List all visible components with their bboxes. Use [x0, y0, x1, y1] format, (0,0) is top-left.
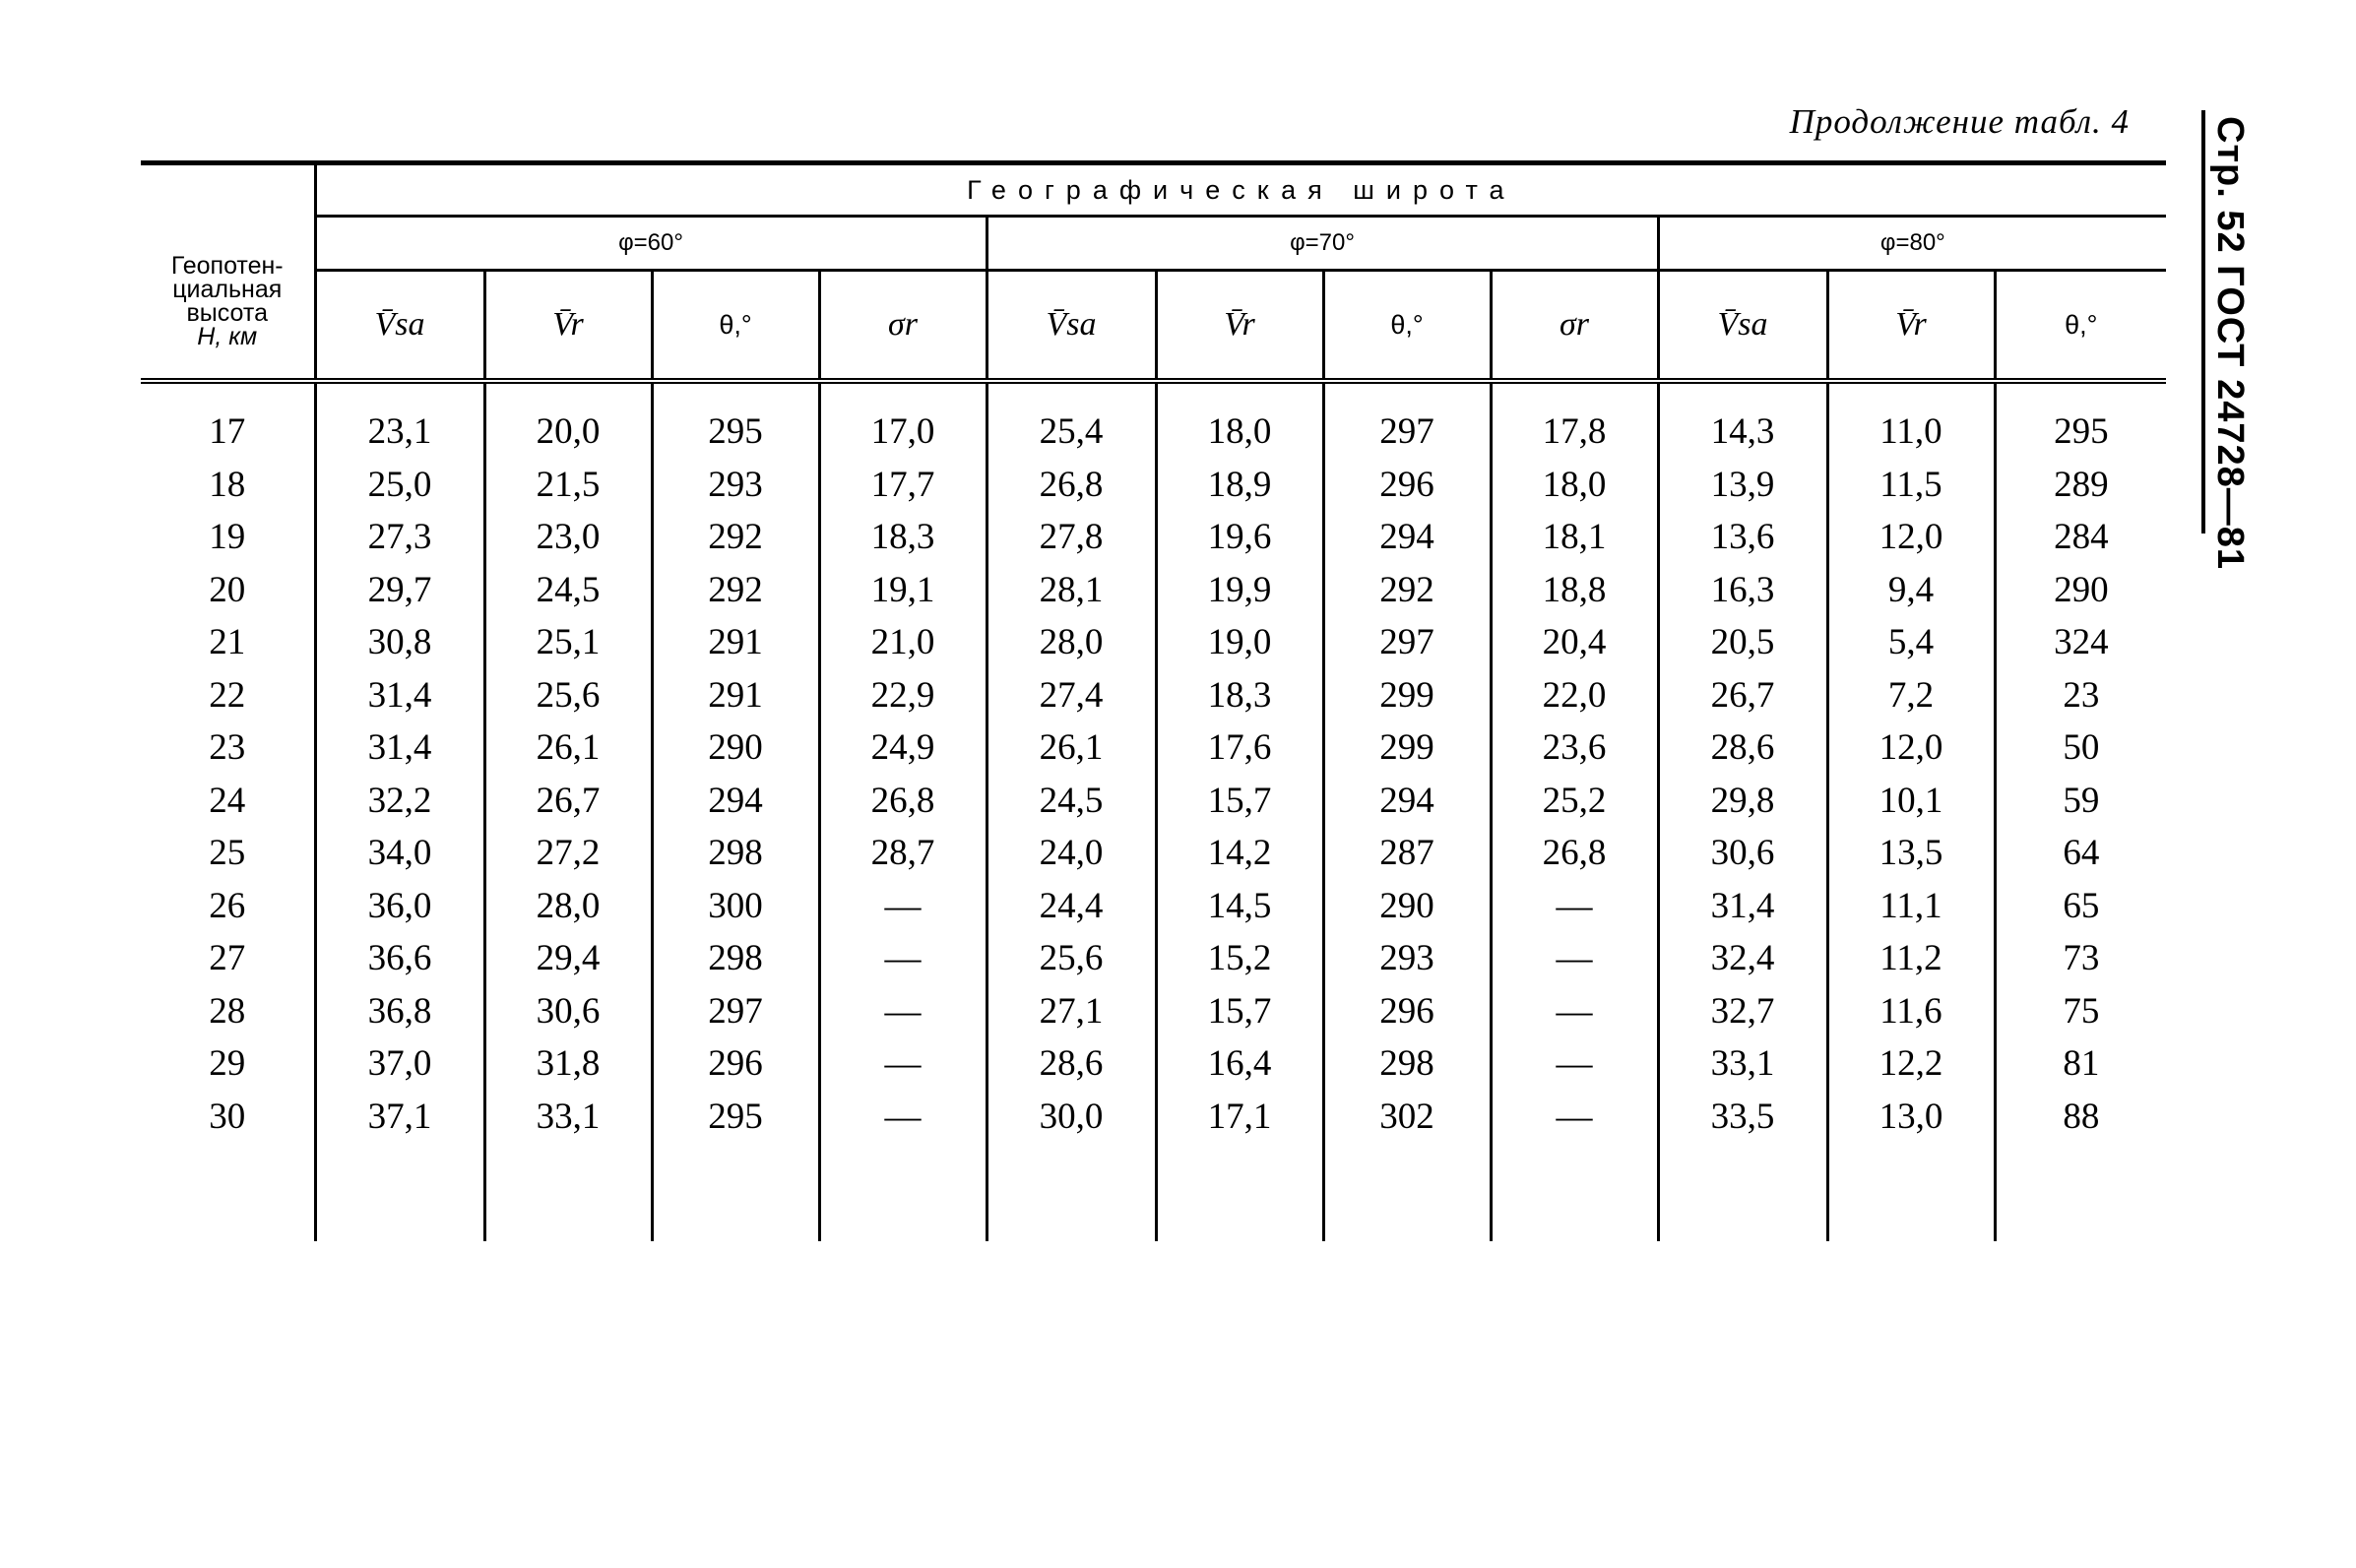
value-cell: 26,8 [819, 775, 987, 828]
height-cell: 26 [209, 885, 246, 926]
value-cell: 22,0 [1491, 669, 1658, 722]
value-cell: 5,4 [1827, 616, 1995, 669]
value-cell: 9,4 [1827, 564, 1995, 617]
column-header: θ,° [1323, 271, 1491, 382]
value-cell: 18,0 [1491, 459, 1658, 512]
value-cell: 73 [1995, 932, 2166, 985]
blank-cell [1491, 1143, 1658, 1241]
value-cell: 290 [1323, 880, 1491, 933]
value-cell: 7,2 [1827, 669, 1995, 722]
data-table [141, 160, 2166, 1241]
height-header-line: циальная [172, 276, 283, 303]
value-cell: 324 [1995, 616, 2166, 669]
value-cell: 24,5 [484, 564, 652, 617]
value-cell: 11,1 [1827, 880, 1995, 933]
value-cell: 27,8 [987, 511, 1156, 564]
value-cell: 299 [1323, 721, 1491, 775]
value-cell: 17,6 [1156, 721, 1323, 775]
value-cell: 37,1 [315, 1091, 484, 1144]
value-cell: 26,8 [987, 459, 1156, 512]
table-row [141, 932, 2166, 985]
table-row [141, 985, 2166, 1038]
table-blank-row [141, 1143, 2166, 1241]
value-cell: 18,3 [1156, 669, 1323, 722]
value-cell: 26,7 [484, 775, 652, 828]
value-cell: 25,1 [484, 616, 652, 669]
value-cell: 299 [1323, 669, 1491, 722]
value-cell: 25,4 [987, 381, 1156, 459]
value-cell: 23 [1995, 669, 2166, 722]
value-cell: 30,6 [1658, 827, 1827, 880]
value-cell: 296 [1323, 459, 1491, 512]
value-cell: 14,3 [1658, 381, 1827, 459]
value-cell: 26,7 [1658, 669, 1827, 722]
value-cell: 18,1 [1491, 511, 1658, 564]
value-cell: 30,6 [484, 985, 652, 1038]
column-header: σr [819, 271, 987, 382]
value-cell: 32,4 [1658, 932, 1827, 985]
value-cell: 31,4 [1658, 880, 1827, 933]
side-rule [2201, 110, 2205, 533]
value-cell: 16,3 [1658, 564, 1827, 617]
value-cell: 294 [1323, 511, 1491, 564]
value-cell: 296 [1323, 985, 1491, 1038]
value-cell: 11,5 [1827, 459, 1995, 512]
value-cell: 31,4 [315, 721, 484, 775]
latitude-80-header: φ=80° [1658, 217, 2166, 271]
value-cell: 23,6 [1491, 721, 1658, 775]
value-cell: 26,8 [1491, 827, 1658, 880]
value-cell: 292 [652, 564, 819, 617]
column-header: V̄r [1827, 271, 1995, 382]
value-cell: 24,5 [987, 775, 1156, 828]
value-cell: 28,0 [987, 616, 1156, 669]
blank-cell [1156, 1143, 1323, 1241]
value-cell: — [819, 932, 987, 985]
value-cell: 12,0 [1827, 721, 1995, 775]
value-cell: 295 [1995, 381, 2166, 459]
height-cell: 28 [209, 990, 246, 1032]
value-cell: 75 [1995, 985, 2166, 1038]
value-cell: 16,4 [1156, 1037, 1323, 1091]
value-cell: 12,0 [1827, 511, 1995, 564]
value-cell: 50 [1995, 721, 2166, 775]
latitude-70-header: φ=70° [987, 217, 1658, 271]
value-cell: 297 [1323, 381, 1491, 459]
value-cell: 25,6 [987, 932, 1156, 985]
value-cell: 33,1 [1658, 1037, 1827, 1091]
value-cell: 28,1 [987, 564, 1156, 617]
value-cell: — [1491, 880, 1658, 933]
value-cell: 292 [1323, 564, 1491, 617]
blank-cell [1658, 1143, 1827, 1241]
value-cell: 297 [652, 985, 819, 1038]
value-cell: 21,0 [819, 616, 987, 669]
value-cell: 36,6 [315, 932, 484, 985]
value-cell: 13,6 [1658, 511, 1827, 564]
value-cell: — [819, 1091, 987, 1144]
value-cell: 15,7 [1156, 985, 1323, 1038]
value-cell: 19,1 [819, 564, 987, 617]
value-cell: 20,0 [484, 381, 652, 459]
blank-cell [141, 1143, 315, 1241]
value-cell: 28,6 [987, 1037, 1156, 1091]
value-cell: 20,5 [1658, 616, 1827, 669]
value-cell: 26,1 [484, 721, 652, 775]
height-header-line: H, км [197, 323, 258, 350]
value-cell: 26,1 [987, 721, 1156, 775]
value-cell: 29,8 [1658, 775, 1827, 828]
value-cell: 24,4 [987, 880, 1156, 933]
value-cell: 32,2 [315, 775, 484, 828]
value-cell: — [1491, 932, 1658, 985]
value-cell: 65 [1995, 880, 2166, 933]
value-cell: 13,9 [1658, 459, 1827, 512]
column-header: σr [1491, 271, 1658, 382]
blank-cell [819, 1143, 987, 1241]
value-cell: 18,9 [1156, 459, 1323, 512]
value-cell: — [1491, 985, 1658, 1038]
table-row [141, 827, 2166, 880]
table-row [141, 1091, 2166, 1144]
table-row [141, 459, 2166, 512]
table-row [141, 669, 2166, 722]
value-cell: 293 [1323, 932, 1491, 985]
blank-cell [1827, 1143, 1995, 1241]
value-cell: 19,0 [1156, 616, 1323, 669]
value-cell: 27,1 [987, 985, 1156, 1038]
value-cell: 17,1 [1156, 1091, 1323, 1144]
value-cell: 287 [1323, 827, 1491, 880]
column-header: V̄sa [987, 271, 1156, 382]
value-cell: 302 [1323, 1091, 1491, 1144]
value-cell: 81 [1995, 1037, 2166, 1091]
value-cell: 17,0 [819, 381, 987, 459]
value-cell: — [1491, 1037, 1658, 1091]
value-cell: 34,0 [315, 827, 484, 880]
value-cell: 30,0 [987, 1091, 1156, 1144]
page-standard-label: Стр. 52 ГОСТ 24728—81 [2209, 116, 2251, 571]
value-cell: 284 [1995, 511, 2166, 564]
value-cell: 36,0 [315, 880, 484, 933]
value-cell: 295 [652, 1091, 819, 1144]
blank-cell [1323, 1143, 1491, 1241]
table-body [141, 381, 2166, 1241]
column-header: V̄sa [315, 271, 484, 382]
value-cell: 20,4 [1491, 616, 1658, 669]
value-cell: 27,4 [987, 669, 1156, 722]
value-cell: 23,1 [315, 381, 484, 459]
value-cell: 27,2 [484, 827, 652, 880]
value-cell: 11,2 [1827, 932, 1995, 985]
value-cell: 25,2 [1491, 775, 1658, 828]
blank-cell [484, 1143, 652, 1241]
value-cell: 22,9 [819, 669, 987, 722]
value-cell: 33,5 [1658, 1091, 1827, 1144]
value-cell: 11,0 [1827, 381, 1995, 459]
value-cell: 15,7 [1156, 775, 1323, 828]
height-cell: 18 [209, 464, 246, 505]
value-cell: 18,8 [1491, 564, 1658, 617]
value-cell: 295 [652, 381, 819, 459]
value-cell: 18,0 [1156, 381, 1323, 459]
value-cell: 25,0 [315, 459, 484, 512]
value-cell: 291 [652, 669, 819, 722]
value-cell: 298 [652, 932, 819, 985]
value-cell: 293 [652, 459, 819, 512]
value-cell: 17,8 [1491, 381, 1658, 459]
column-header: θ,° [1995, 271, 2166, 382]
value-cell: — [1491, 1091, 1658, 1144]
height-cell: 27 [209, 938, 246, 979]
value-cell: 13,0 [1827, 1091, 1995, 1144]
column-header: V̄r [484, 271, 652, 382]
blank-cell [652, 1143, 819, 1241]
value-cell: 25,6 [484, 669, 652, 722]
value-cell: 31,4 [315, 669, 484, 722]
blank-cell [1995, 1143, 2166, 1241]
value-cell: — [819, 880, 987, 933]
value-cell: 11,6 [1827, 985, 1995, 1038]
value-cell: 296 [652, 1037, 819, 1091]
value-cell: 30,8 [315, 616, 484, 669]
value-cell: 298 [652, 827, 819, 880]
height-header-line: высота [186, 299, 268, 327]
height-cell: 25 [209, 833, 246, 874]
value-cell: 21,5 [484, 459, 652, 512]
value-cell: 59 [1995, 775, 2166, 828]
value-cell: 27,3 [315, 511, 484, 564]
value-cell: 17,7 [819, 459, 987, 512]
value-cell: 19,6 [1156, 511, 1323, 564]
height-cell: 17 [209, 411, 246, 453]
value-cell: 294 [1323, 775, 1491, 828]
value-cell: 19,9 [1156, 564, 1323, 617]
table-row [141, 880, 2166, 933]
value-cell: 36,8 [315, 985, 484, 1038]
value-cell: 13,5 [1827, 827, 1995, 880]
height-cell: 30 [209, 1096, 246, 1137]
latitude-group-header: Географическая широта [315, 163, 2166, 217]
table-row [141, 381, 2166, 459]
value-cell: 33,1 [484, 1091, 652, 1144]
table-row [141, 616, 2166, 669]
blank-cell [987, 1143, 1156, 1241]
value-cell: 28,0 [484, 880, 652, 933]
value-cell: 291 [652, 616, 819, 669]
value-cell: 294 [652, 775, 819, 828]
table-row [141, 775, 2166, 828]
table-row [141, 1037, 2166, 1091]
value-cell: 292 [652, 511, 819, 564]
value-cell: 37,0 [315, 1037, 484, 1091]
value-cell: 10,1 [1827, 775, 1995, 828]
table-row [141, 721, 2166, 775]
column-header: V̄r [1156, 271, 1323, 382]
value-cell: 23,0 [484, 511, 652, 564]
column-header: θ,° [652, 271, 819, 382]
value-cell: 28,6 [1658, 721, 1827, 775]
value-cell: 290 [652, 721, 819, 775]
height-cell: 23 [209, 727, 246, 769]
value-cell: 64 [1995, 827, 2166, 880]
height-cell: 20 [209, 569, 246, 610]
column-header: V̄sa [1658, 271, 1827, 382]
height-cell: 19 [209, 517, 246, 558]
latitude-60-header: φ=60° [315, 217, 987, 271]
table-row [141, 564, 2166, 617]
value-cell: 14,2 [1156, 827, 1323, 880]
value-cell: 31,8 [484, 1037, 652, 1091]
value-cell: 24,9 [819, 721, 987, 775]
height-header-line: Геопотен- [170, 252, 284, 280]
height-cell: 21 [209, 622, 246, 663]
value-cell: 29,4 [484, 932, 652, 985]
value-cell: 15,2 [1156, 932, 1323, 985]
value-cell: 298 [1323, 1037, 1491, 1091]
height-cell: 22 [209, 674, 246, 716]
value-cell: 88 [1995, 1091, 2166, 1144]
value-cell: 290 [1995, 564, 2166, 617]
value-cell: 14,5 [1156, 880, 1323, 933]
table-caption: Продолжение табл. 4 [1789, 102, 2130, 141]
blank-cell [315, 1143, 484, 1241]
value-cell: 300 [652, 880, 819, 933]
height-cell: 24 [209, 780, 246, 821]
value-cell: 32,7 [1658, 985, 1827, 1038]
value-cell: 297 [1323, 616, 1491, 669]
height-header [141, 163, 315, 382]
value-cell: 28,7 [819, 827, 987, 880]
value-cell: 18,3 [819, 511, 987, 564]
value-cell: 12,2 [1827, 1037, 1995, 1091]
value-cell: — [819, 985, 987, 1038]
table-row [141, 511, 2166, 564]
value-cell: 29,7 [315, 564, 484, 617]
value-cell: 289 [1995, 459, 2166, 512]
value-cell: — [819, 1037, 987, 1091]
value-cell: 24,0 [987, 827, 1156, 880]
height-cell: 29 [209, 1043, 246, 1085]
